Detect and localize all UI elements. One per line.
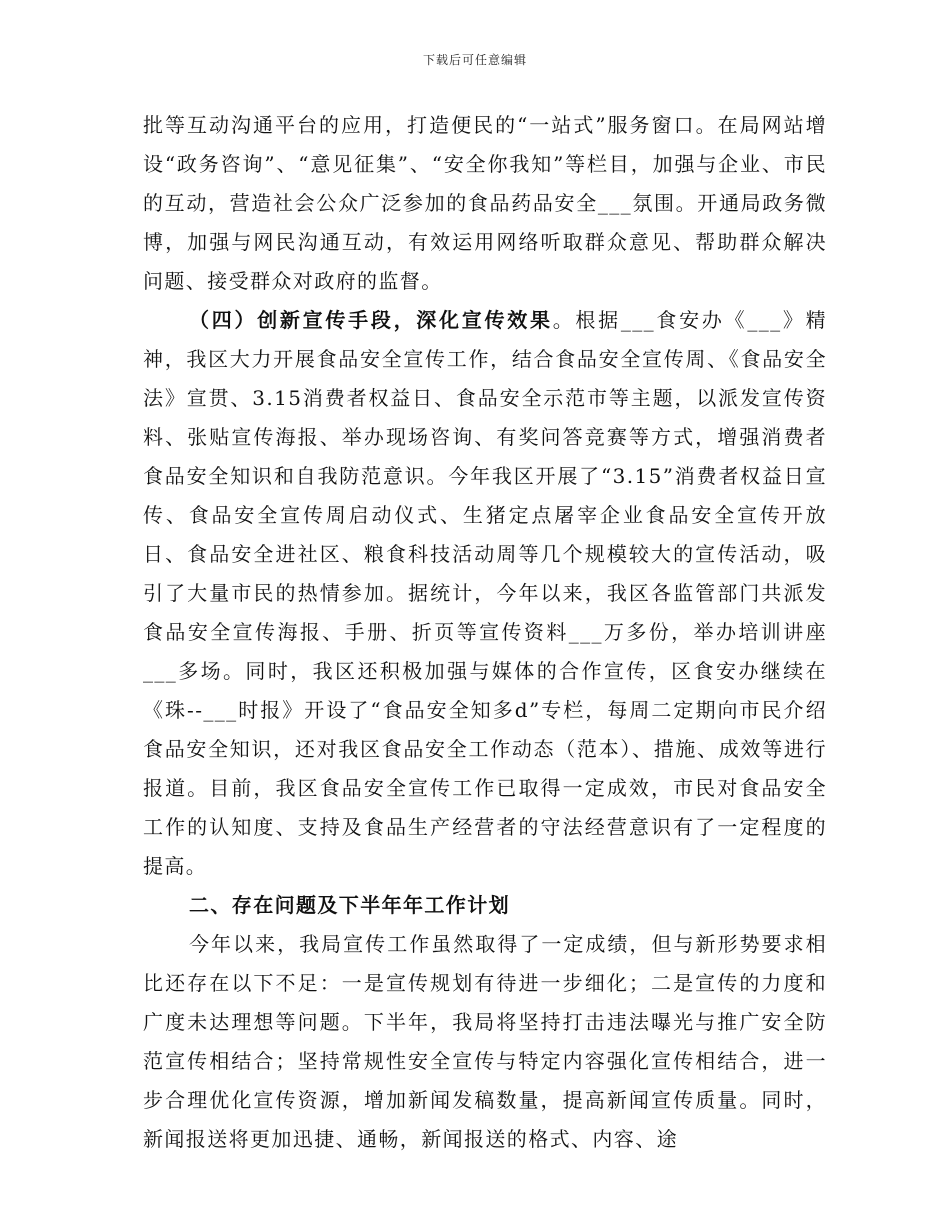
paragraph-publicity-methods	[143, 301, 827, 886]
document-body	[143, 106, 827, 1159]
paragraph-problems-plan: 今年以来，我局宣传工作虽然取得了一定成绩，但与新形势要求相比还存在以下不足：一是宣传规划有待进一步细化；二是宣传的力度和广度未达理想等问题。下半年，我局将坚持打击违法曝光与推广安全防范宣传相结合；坚持常规性安全宣传与特定内容强化宣传相结合，进一步合理优化宣传资源，增加新闻发稿数量，提高新闻宣传质量。同时，新闻报送将更加迅捷、通畅，新闻报送的格式、内容、途	[143, 932, 827, 1151]
subsection-heading-four: （四）创新宣传手段，深化宣传效果	[189, 308, 553, 332]
paragraph-online-platforms: 批等互动沟通平台的应用，打造便民的“一站式”服务窗口。在局网站增设“政务咨询”、“意见征集”、“安全你我知”等栏目，加强与企业、市民的互动，营造社会公众广泛参加的食品药品安全___氛围。开通局政务微博，加强与网民沟通互动，有效运用网络听取群众意见、帮助群众解决问题、接受群众对政府的监督。	[143, 113, 827, 293]
paragraph-publicity-body: 根据___食安办《___》精神，我区大力开展食品安全宣传工作，结合食品安全宣传周、《食品安全法》宣贯、3.15消费者权益日、食品安全示范市等主题，以派发宣传资料、张贴宣传海报、举办现场咨询、有奖问答竞赛等方式，增强消费者食品安全知识和自我防范意识。今年我区开展了“3.15”消费者权益日宣传、食品安全宣传周启动仪式、生猪定点屠宰企业食品安全宣传开放日、食品安全进社区、粮食科技活动周等几个规模较大的宣传活动，吸引了大量市民的热情参加。据统计，今年以来，我区各监管部门共派发食品安全宣传海报、手册、折页等宣传资料___万多份，举办培训讲座___多场。同时，我区还积极加强与媒体的合作宣传，区食安办继续在《珠--___时报》开设了“食品安全知多d”专栏，每周二定期向市民介绍食品安全知识，还对我区食品安全工作动态（范本）、措施、成效等进行报道。目前，我区食品安全宣传工作已取得一定成效，市民对食品安全工作的认知度、支持及食品生产经营者的守法经营意识有了一定程度的提高。	[143, 308, 827, 878]
subsection-heading-period: 。	[552, 308, 576, 332]
section-heading-problems-and-plan: 二、存在问题及下半年年工作计划	[189, 893, 510, 917]
page-header-note: 下载后可任意编辑	[422, 53, 527, 67]
